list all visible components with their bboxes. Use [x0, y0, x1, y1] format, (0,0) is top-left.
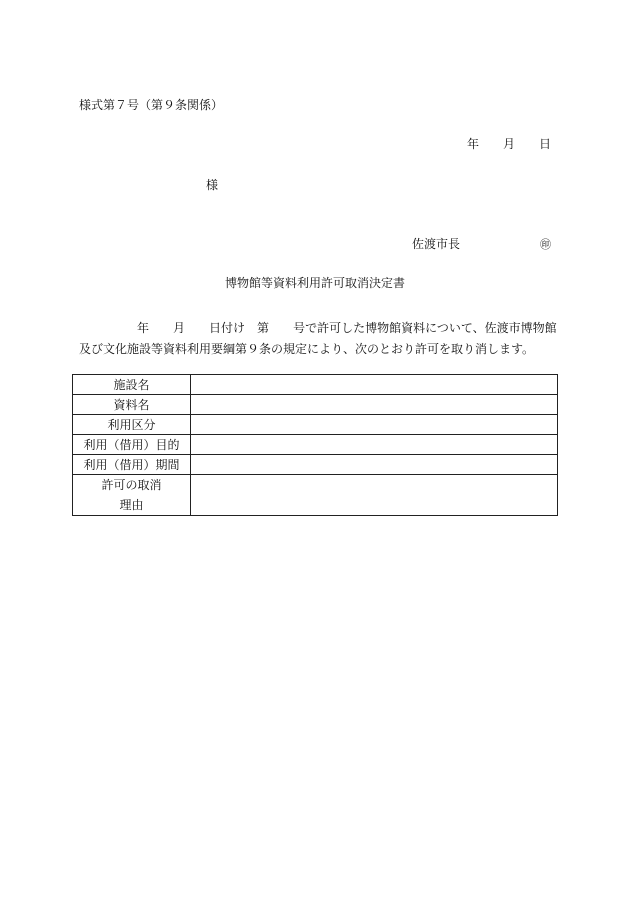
- seal-icon: ㊞: [540, 238, 551, 251]
- body-dated: 日付け: [209, 321, 246, 335]
- usage-period-value: [191, 455, 558, 475]
- usage-period-label: 利用（借用）期間: [73, 455, 191, 475]
- date-month-label: 月: [502, 137, 515, 151]
- table-row-period: [73, 455, 558, 475]
- usage-purpose-value: [191, 435, 558, 455]
- usage-purpose-label: 利用（借用）目的: [73, 435, 191, 455]
- date-year-label: 年: [466, 137, 479, 151]
- cancellation-reason-label: [73, 475, 191, 516]
- date-line: [467, 136, 551, 152]
- body-paragraph: [79, 318, 569, 360]
- body-rest-line1: 号で許可した博物館資料について、佐渡市博物館: [293, 321, 557, 335]
- table-row-purpose: [73, 435, 558, 455]
- table-row-material: [73, 395, 558, 415]
- recipient-suffix: 様: [206, 178, 219, 192]
- facility-value: [191, 375, 558, 395]
- usage-category-label: 利用区分: [73, 415, 191, 435]
- reason-label-line2: 理由: [119, 498, 144, 512]
- table-row-reason: [73, 475, 558, 516]
- material-label: 資料名: [73, 395, 191, 415]
- issuer-name: 佐渡市長: [411, 237, 460, 251]
- table-row-facility: [73, 375, 558, 395]
- reason-label-line1: 許可の取消: [101, 478, 162, 492]
- document-title: 博物館等資料利用許可取消決定書: [224, 276, 405, 290]
- issuer: [412, 236, 551, 253]
- facility-label: 施設名: [73, 375, 191, 395]
- cancellation-reason-value: [191, 475, 558, 516]
- usage-category-value: [191, 415, 558, 435]
- info-table: [72, 374, 558, 516]
- body-year: 年: [137, 321, 150, 335]
- body-line2: 及び文化施設等資料利用要綱第９条の規定により、次のとおり許可を取り消します。: [79, 342, 535, 356]
- table-row-category: [73, 415, 558, 435]
- body-number-prefix: 第: [257, 321, 270, 335]
- material-value: [191, 395, 558, 415]
- body-month: 月: [173, 321, 186, 335]
- date-day-label: 日: [538, 137, 551, 151]
- form-number: 様式第７号（第９条関係）: [79, 98, 224, 112]
